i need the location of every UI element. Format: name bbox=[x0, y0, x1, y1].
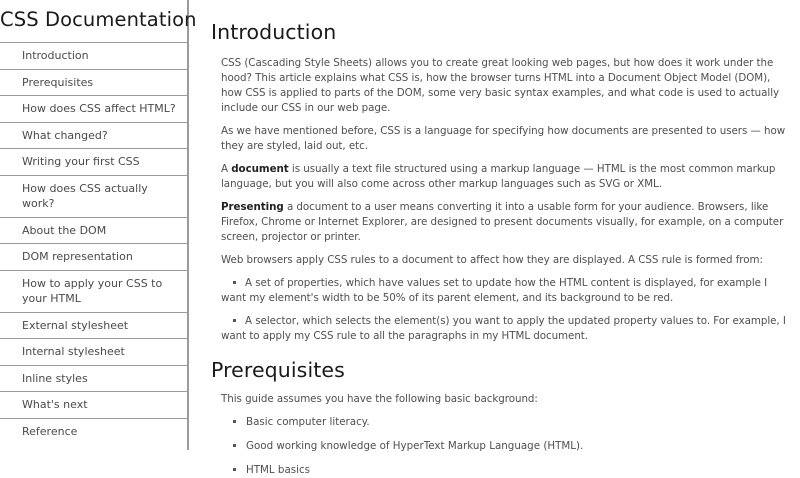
nav-link-inline-styles[interactable]: Inline styles bbox=[22, 371, 88, 385]
section-heading-introduction: Introduction bbox=[211, 20, 337, 44]
sidebar-nav-list bbox=[0, 42, 187, 444]
p3-prefix: A bbox=[221, 163, 232, 175]
sidebar-item-internal-stylesheet bbox=[0, 338, 187, 365]
nav-link-introduction[interactable]: Introduction bbox=[22, 49, 89, 62]
sidebar-item-about-dom bbox=[0, 217, 187, 244]
sidebar-item-inline-styles bbox=[0, 365, 187, 392]
list-item bbox=[221, 276, 791, 306]
bullet-icon bbox=[233, 468, 236, 471]
nav-link-how-css-works[interactable]: How does CSS actually work? bbox=[22, 181, 148, 210]
paragraph-intro-4 bbox=[221, 200, 791, 245]
sidebar-item-dom-representation bbox=[0, 243, 187, 270]
bold-term-document: document bbox=[231, 163, 289, 175]
sidebar-item-prerequisites bbox=[0, 69, 187, 96]
sidebar-item-what-changed bbox=[0, 122, 187, 149]
css-rule-list bbox=[221, 276, 791, 344]
sidebar-title: CSS Documentation bbox=[0, 8, 197, 31]
sidebar-item-introduction bbox=[0, 42, 187, 69]
prerequisites-list bbox=[221, 415, 791, 478]
nav-link-how-css-affects-html[interactable]: How does CSS affect HTML? bbox=[22, 102, 176, 115]
list-item-text: A set of properties, which have values set to update how the HTML content is displayed, for example I want my element's width to be 50% of its parent element, and its background to be red. bbox=[221, 277, 768, 304]
sidebar-item-how-css-affects-html bbox=[0, 95, 187, 122]
list-item-text: A selector, which selects the element(s) you want to apply the updated property values to. For example, I want to apply my CSS rule to all the paragraphs in my HTML document. bbox=[221, 315, 786, 342]
list-item bbox=[221, 415, 791, 430]
bullet-icon bbox=[233, 281, 236, 284]
p3-rest: is usually a text file structured using a markup language — HTML is the most common markup language, but you will also come across other markup languages such as SVG or XML. bbox=[221, 163, 776, 190]
list-item-text: HTML basics bbox=[246, 464, 311, 476]
section-prerequisites bbox=[211, 358, 791, 478]
nav-link-writing-first-css[interactable]: Writing your first CSS bbox=[22, 155, 140, 168]
sidebar-item-how-css-works bbox=[0, 175, 187, 217]
section-body-prerequisites bbox=[211, 392, 791, 478]
paragraph-prereq-1: This guide assumes you have the following basic background: bbox=[221, 393, 538, 405]
bold-term-presenting: Presenting bbox=[221, 201, 284, 213]
nav-link-dom-representation[interactable]: DOM representation bbox=[22, 250, 133, 263]
nav-link-external-stylesheet[interactable]: External stylesheet bbox=[22, 318, 129, 332]
bullet-icon bbox=[233, 444, 236, 447]
nav-link-what-changed[interactable]: What changed? bbox=[22, 128, 108, 142]
nav-link-reference[interactable]: Reference bbox=[22, 424, 78, 438]
nav-link-about-dom[interactable]: About the DOM bbox=[22, 223, 107, 237]
sidebar-item-writing-first-css bbox=[0, 148, 187, 175]
list-item bbox=[221, 439, 791, 454]
nav-link-internal-stylesheet[interactable]: Internal stylesheet bbox=[22, 345, 125, 358]
p4-rest: a document to a user means converting it into a usable form for your audience. Browsers, like Firefox, Chrome or Internet Explorer, are designed to present documents visually, for example, on a computer screen, projector or printer. bbox=[221, 201, 784, 243]
section-heading-prerequisites: Prerequisites bbox=[211, 358, 345, 382]
section-introduction bbox=[211, 20, 791, 344]
list-item-text: Basic computer literacy. bbox=[246, 416, 370, 428]
section-body-introduction bbox=[211, 56, 791, 344]
sidebar-item-external-stylesheet bbox=[0, 312, 187, 339]
nav-link-prerequisites[interactable]: Prerequisites bbox=[22, 75, 94, 89]
list-item-text: Good working knowledge of HyperText Markup Language (HTML). bbox=[246, 440, 584, 452]
bullet-icon bbox=[233, 319, 236, 322]
paragraph-intro-2: As we have mentioned before, CSS is a language for specifying how documents are presented to users — how they are styled, laid out, etc. bbox=[221, 125, 786, 152]
list-item bbox=[221, 314, 791, 344]
nav-link-apply-css[interactable]: How to apply your CSS to your HTML bbox=[22, 276, 163, 305]
sidebar-item-whats-next bbox=[0, 391, 187, 418]
paragraph-intro-3 bbox=[221, 162, 791, 192]
sidebar-nav bbox=[0, 0, 197, 450]
paragraph-intro-5: Web browsers apply CSS rules to a document to affect how they are displayed. A CSS rule is formed from: bbox=[221, 254, 763, 266]
paragraph-intro-1: CSS (Cascading Style Sheets) allows you to create great looking web pages, but how does it work under the hood? This article explains what CSS is, how the browser turns HTML into a Document Object Model (DOM), how CSS is applied to parts of the DOM, some very basic syntax examples, and what code is used to actually include our CSS in our web page. bbox=[221, 57, 780, 114]
nav-link-whats-next[interactable]: What's next bbox=[22, 398, 88, 411]
sidebar-item-apply-css bbox=[0, 270, 187, 312]
bullet-icon bbox=[233, 420, 236, 423]
sidebar-item-reference bbox=[0, 418, 187, 445]
main-doc bbox=[211, 0, 791, 476]
list-item bbox=[221, 463, 791, 478]
